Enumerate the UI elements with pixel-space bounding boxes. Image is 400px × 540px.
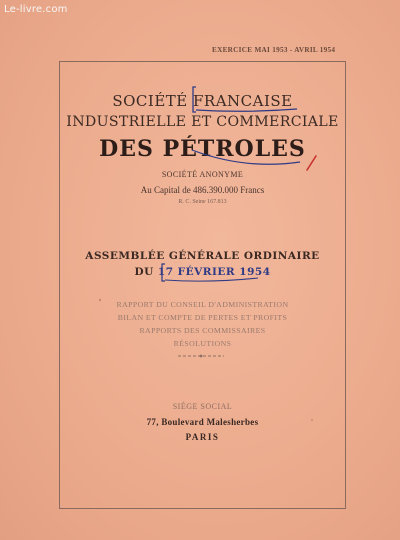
- meeting-title: ASSEMBLÉE GÉNÉRALE ORDINAIRE: [85, 250, 320, 262]
- meeting-date-prefix: DU: [134, 266, 154, 278]
- report-item: RAPPORTS DES COMMISSAIRES: [139, 326, 266, 335]
- company-registry: R. C. Seine 167.813: [178, 199, 227, 205]
- report-item: RAPPORT DU CONSEIL D'ADMINISTRATION: [116, 300, 289, 309]
- meeting-date-line: [59, 266, 346, 278]
- fiscal-year-header: EXERCICE MAI 1953 - AVRIL 1954: [212, 46, 336, 54]
- ornament-divider: [176, 354, 226, 358]
- company-capital: Au Capital de 486.390.000 Francs: [140, 185, 265, 195]
- head-office-label: SIÈGE SOCIAL: [172, 402, 233, 411]
- company-name-line-2: INDUSTRIELLE ET COMMERCIALE: [66, 114, 339, 130]
- meeting-date: 17 FÉVRIER 1954: [157, 266, 271, 278]
- head-office-address: 77, Boulevard Malesherbes: [146, 417, 259, 427]
- report-item: RÉSOLUTIONS: [173, 339, 232, 348]
- company-name-line-3: DES PÉTROLES: [99, 136, 306, 162]
- report-item: BILAN ET COMPTE DE PERTES ET PROFITS: [117, 313, 288, 322]
- company-type: SOCIÉTÉ ANONYME: [161, 170, 244, 179]
- head-office-city: PARIS: [185, 432, 220, 442]
- company-name-line-1: SOCIÉTÉ FRANCAISE: [112, 92, 293, 110]
- watermark-text: Le-livre.com: [4, 4, 68, 15]
